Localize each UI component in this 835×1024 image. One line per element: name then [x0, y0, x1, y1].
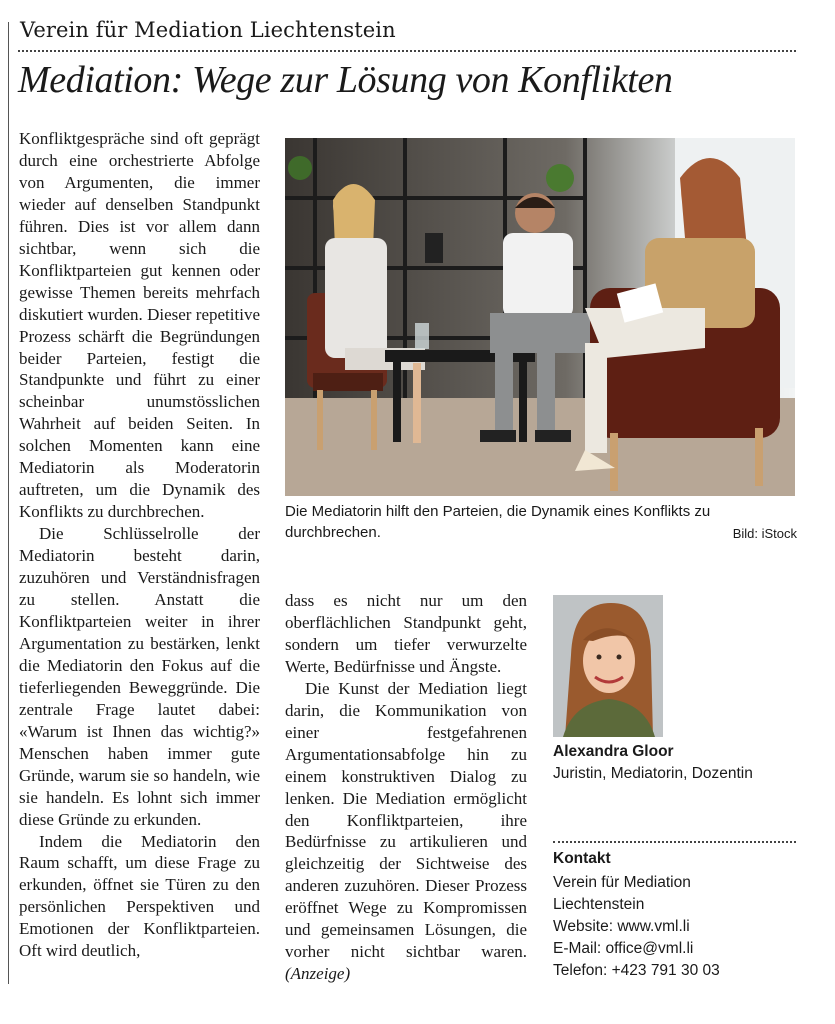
paragraph: dass es nicht nur um den oberflächlichen Standpunkt geht, sondern um tiefer verwurzelte Werte, Bedürfnisse und Ängste.: [285, 591, 527, 676]
author-role: Juristin, Mediatorin, Dozentin: [553, 765, 753, 782]
article-headline: Mediation: Wege zur Lösung von Konflikten: [18, 59, 673, 101]
mediation-photo: [285, 138, 795, 496]
contact-org-line: Verein für Mediation: [553, 874, 691, 891]
photo-caption: Die Mediatorin hilft den Parteien, die Dynamik eines Konflikts zu durchbrechen.: [285, 503, 711, 541]
contact-phone[interactable]: Telefon: +423 791 30 03: [553, 962, 720, 979]
contact-email[interactable]: E-Mail: office@vml.li: [553, 940, 694, 957]
author-portrait: [553, 595, 663, 737]
article-column-2: [285, 590, 527, 985]
article-column-1: [19, 128, 260, 962]
dotted-divider: [18, 50, 796, 52]
paragraph: Die Schlüsselrolle der Mediatorin besteht darin, zuzuhören und Verständnisfragen zu stellen. Anstatt die Konfliktparteien weiter in ihrer Argumentation zu bestärken, lenkt die Mediatorin den Fokus auf die tieferliegenden Beweggründe. Die zentrale Frage lautet dabei: «Warum ist Ihnen das wichtig?» Menschen haben immer gute Gründe, warum sie so handeln, wie sie handeln. Es lohnt sich immer diese Gründe zu erkunden.: [19, 524, 260, 829]
contact-details: [553, 872, 720, 982]
photo-credit: Bild: iStock: [732, 526, 797, 541]
ad-marker: (Anzeige): [285, 964, 351, 984]
left-column-rule: [8, 22, 9, 984]
organization-name: Verein für Mediation Liechtenstein: [20, 18, 396, 42]
contact-heading: Kontakt: [553, 850, 611, 867]
paragraph-text: Die Kunst der Mediation liegt darin, die Kommunikation von einer festgefahrenen Argumentationsabfolge hin zu einem konstruktiven Dialog zu lenken. Die Mediation ermöglicht den Konfliktparteien, ihre Bedürfnisse zu artikulieren und gleichzeitig der Sichtweise des anderen zuzuhören. Dieser Prozess eröffnet Wege zu Kompromissen und gemeinsamen Lösungen, die vorher nicht sichtbar waren.: [285, 678, 527, 962]
contact-website[interactable]: Website: www.vml.li: [553, 918, 690, 935]
paragraph: [285, 678, 527, 985]
paragraph: Konfliktgespräche sind oft geprägt durch eine orchestrierte Abfolge von Argumenten, die immer wieder auf denselben Standpunkt führen. Dies ist vor allem dann sichtbar, wenn sich die Konfliktparteien gut kennen oder gewisse Themen bereits mehrfach diskutiert wurden. Dieser repetitive Prozess schärft die Begründungen beider Parteien, festigt die Standpunkte und führt zu einer scheinbar unumstösslichen Wahrheit auf beiden Seiten. In solchen Momenten kann eine Mediatorin als Moderatorin auftreten, um die Dynamik des Konflikts zu durchbrechen.: [19, 129, 260, 522]
contact-org-line: Liechtenstein: [553, 896, 645, 913]
contact-divider: [553, 841, 796, 843]
paragraph: Indem die Mediatorin den Raum schafft, um diese Frage zu erkunden, öffnet sie Türen zu den persönlichen Perspektiven und Emotionen der Konfliktparteien. Oft wird deutlich,: [19, 831, 260, 961]
author-name: Alexandra Gloor: [553, 743, 674, 760]
